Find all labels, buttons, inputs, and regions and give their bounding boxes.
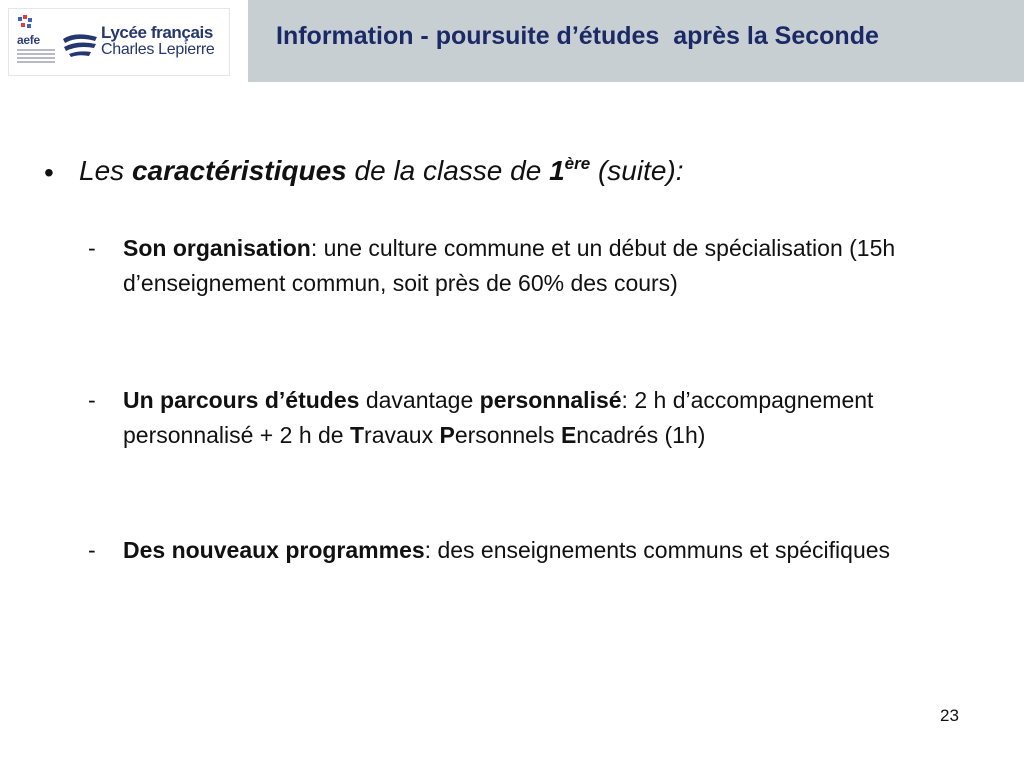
list-item-text: [123, 383, 973, 453]
dash-marker: -: [88, 235, 96, 261]
bullet-marker: •: [44, 157, 54, 188]
school-name-line2: Charles Lepierre: [101, 41, 215, 58]
item-text: : des enseignements communs et spécifiques: [424, 537, 891, 563]
acronym-letter-p: P: [439, 422, 455, 448]
item-text: : une culture commune et un début de spécialisation (15h d’enseignement commun, soit près de 60% des cours): [123, 235, 896, 296]
aefe-logo-text: aefe: [17, 33, 40, 47]
lycee-emblem-icon: [61, 29, 99, 59]
main-bullet-emphasis: caractéristiques: [131, 155, 347, 186]
main-bullet-suffix: (suite):: [590, 155, 684, 186]
acronym-letter-e: E: [560, 422, 577, 448]
item-text: ncadrés (1h): [576, 422, 706, 448]
list-item-programmes: [88, 533, 988, 568]
item-text: ravaux: [364, 422, 440, 448]
school-logo: [8, 8, 230, 76]
main-bullet-middle: de la classe de: [346, 155, 550, 186]
slide-title: Information - poursuite d’études après la Seconde: [276, 22, 879, 50]
list-item-text: [123, 533, 973, 568]
main-bullet-text: [79, 155, 684, 187]
item-heading: Son organisation: [123, 235, 311, 261]
page-number: 23: [940, 706, 959, 725]
item-emphasis: personnalisé: [479, 387, 622, 413]
list-item-text: [123, 231, 973, 301]
main-bullet-superscript: ère: [564, 154, 591, 173]
school-name-line1: Lycée français: [101, 23, 213, 42]
dash-marker: -: [88, 387, 96, 413]
aefe-emblem-icon: [17, 15, 35, 31]
aefe-tagline: [17, 47, 55, 69]
item-heading: Un parcours d’études: [123, 387, 360, 413]
dash-marker: -: [88, 537, 96, 563]
item-heading: Des nouveaux programmes: [123, 537, 425, 563]
item-text: : 2 h d’accompagnement personnalisé + 2 h de: [123, 387, 874, 448]
item-text: davantage: [359, 387, 480, 413]
list-item-organisation: [88, 231, 988, 301]
main-bullet-prefix: Les: [79, 155, 132, 186]
title-bar: [248, 0, 1024, 82]
acronym-letter-t: T: [349, 422, 365, 448]
main-bullet-number: 1: [549, 155, 565, 186]
item-text: ersonnels: [454, 422, 561, 448]
list-item-parcours: [88, 383, 988, 453]
